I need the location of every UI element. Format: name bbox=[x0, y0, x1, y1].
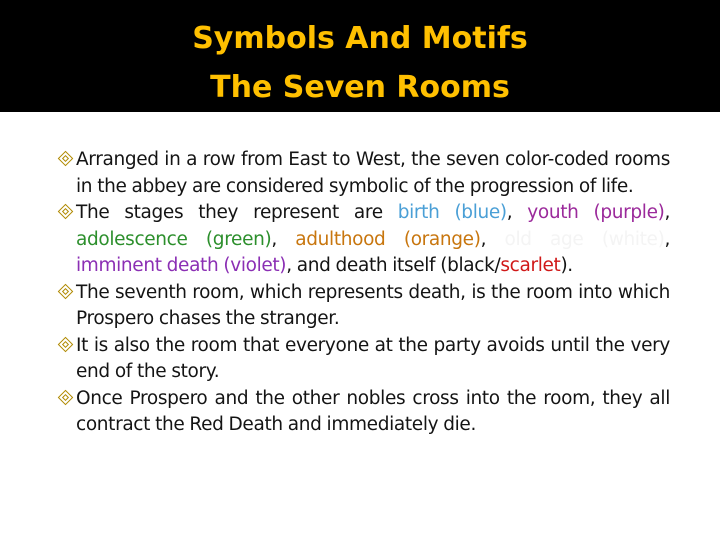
stage-youth: youth (purple) bbox=[527, 202, 665, 223]
bullet-text-2: The stages they represent are birth (blue), youth (purple), adolescence (green), adulthood (orange), old age (white), imminent death (violet), and death itself (black/scarlet). bbox=[76, 202, 671, 276]
bullet-item-5 bbox=[0, 386, 720, 439]
bullet-item-1 bbox=[0, 147, 720, 200]
diamond-bullet-icon bbox=[58, 336, 74, 352]
stages-ending: ). bbox=[560, 255, 573, 276]
title-band bbox=[0, 0, 720, 112]
diamond-bullet-icon bbox=[58, 283, 74, 299]
bullet-text-3: The seventh room, which represents death, is the room into which Prospero chases the stranger. bbox=[76, 281, 670, 329]
bullet-text-4: It is also the room that everyone at the party avoids until the very end of the story. bbox=[76, 334, 670, 382]
bullet-item-3 bbox=[0, 280, 720, 333]
stages-intro: The stages they represent are bbox=[76, 202, 398, 223]
stage-death-intro: , and death itself (black/ bbox=[286, 255, 501, 276]
slide-title: Symbols And Motifs bbox=[192, 21, 528, 56]
bullet-list bbox=[0, 147, 720, 439]
diamond-bullet-icon bbox=[58, 151, 74, 167]
stage-adolescence: adolescence (green) bbox=[76, 228, 272, 250]
stage-adulthood: adulthood (orange) bbox=[295, 228, 481, 250]
stage-death-scarlet: scarlet bbox=[500, 255, 561, 276]
bullet-item-2 bbox=[0, 200, 720, 280]
bullet-item-4 bbox=[0, 333, 720, 386]
diamond-bullet-icon bbox=[58, 204, 74, 220]
bullet-text-5: Once Prospero and the other nobles cross into the room, they all contract the Red Death and immediately die. bbox=[76, 387, 670, 435]
stage-imminent-death: imminent death (violet) bbox=[76, 255, 287, 276]
slide-subtitle: The Seven Rooms bbox=[210, 70, 510, 105]
bullet-text-1: Arranged in a row from East to West, the seven color-coded rooms in the abbey are considered symbolic of the progression of life. bbox=[76, 149, 670, 197]
diamond-bullet-icon bbox=[58, 389, 74, 405]
stage-old-age: old age (white) bbox=[504, 228, 665, 250]
stage-birth: birth (blue) bbox=[397, 202, 507, 223]
